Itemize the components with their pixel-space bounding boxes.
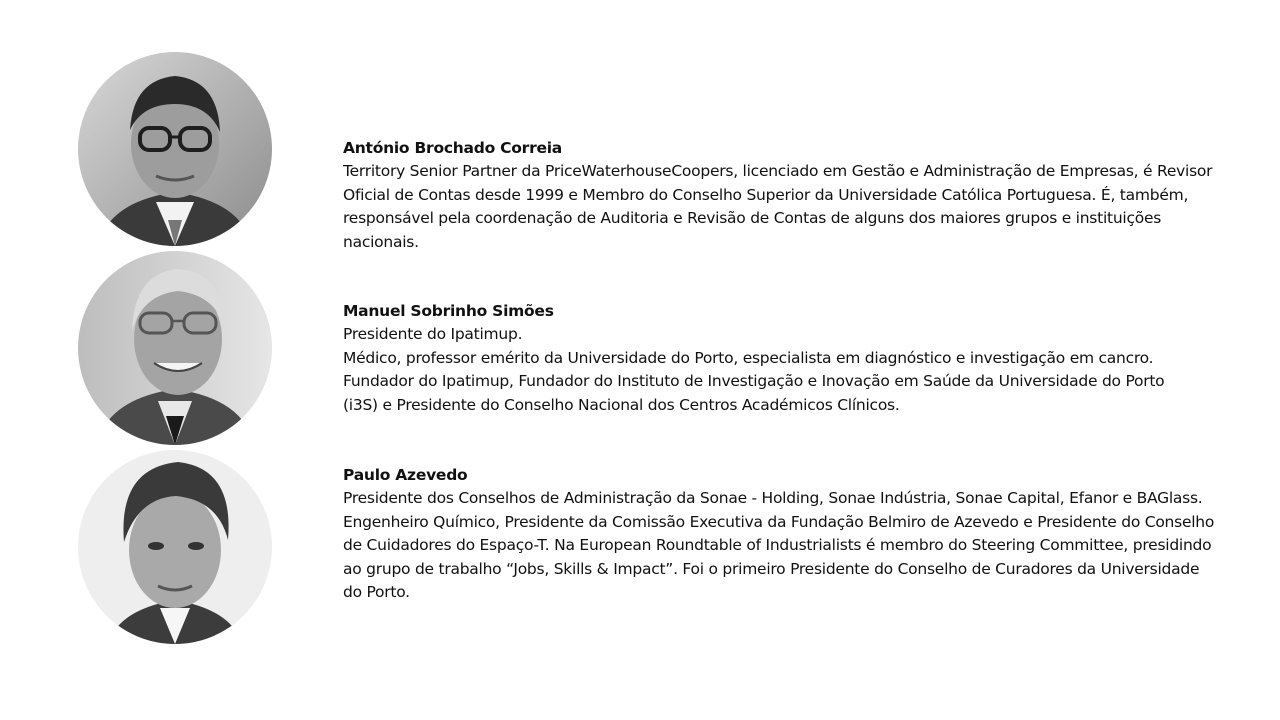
bio-text-line: responsável pela coordenação de Auditoria e Revisão de Contas de alguns dos maiores grupos e instituições (343, 209, 1162, 228)
bio-text-line: Médico, professor emérito da Universidade do Porto, especialista em diagnóstico e investigação em cancro. (343, 348, 1154, 367)
portrait-image (78, 450, 272, 644)
portrait-photo-paulo-azevedo (78, 450, 272, 644)
person-name: Manuel Sobrinho Simões (343, 302, 554, 320)
portrait-image (78, 251, 272, 445)
bio-text-line: Fundador do Ipatimup, Fundador do Instituto de Investigação e Inovação em Saúde da Universidade do Porto (343, 372, 1165, 391)
bio-text-line: Presidente do Ipatimup. (343, 325, 523, 344)
bio-text-line: (i3S) e Presidente do Conselho Nacional dos Centros Académicos Clínicos. (343, 395, 900, 414)
person-name: Paulo Azevedo (343, 466, 468, 484)
person-name: António Brochado Correia (343, 139, 563, 157)
bio-text-line: de Cuidadores do Espaço-T. Na European Roundtable of Industrialists é membro do Steering Committee, presidindo (343, 536, 1212, 555)
bio-text-line: do Porto. (343, 583, 410, 602)
bio-text-line: Engenheiro Químico, Presidente da Comissão Executiva da Fundação Belmiro de Azevedo e Presidente do Conselho (343, 512, 1215, 531)
bio-text-line: nacionais. (343, 232, 419, 251)
bio-block-antonio-brochado-correia (343, 137, 1223, 254)
bio-text-line: ao grupo de trabalho “Jobs, Skills & Impact”. Foi o primeiro Presidente do Conselho de Curadores da Universidade (343, 559, 1200, 578)
bio-block-manuel-sobrinho-simoes (343, 300, 1223, 417)
bio-text-line: Oficial de Contas desde 1999 e Membro do Conselho Superior da Universidade Católica Portuguesa. É, também, (343, 185, 1189, 204)
bio-text-line: Territory Senior Partner da PriceWaterhouseCoopers, licenciado em Gestão e Administração de Empresas, é Revisor (343, 162, 1213, 181)
portrait-image (78, 52, 272, 246)
bio-block-paulo-azevedo (343, 464, 1223, 604)
portrait-photo-manuel-sobrinho-simoes (78, 251, 272, 445)
bio-text-line: Presidente dos Conselhos de Administração da Sonae - Holding, Sonae Indústria, Sonae Capital, Efanor e BAGlass. (343, 489, 1203, 508)
portrait-photo-antonio-brochado-correia (78, 52, 272, 246)
